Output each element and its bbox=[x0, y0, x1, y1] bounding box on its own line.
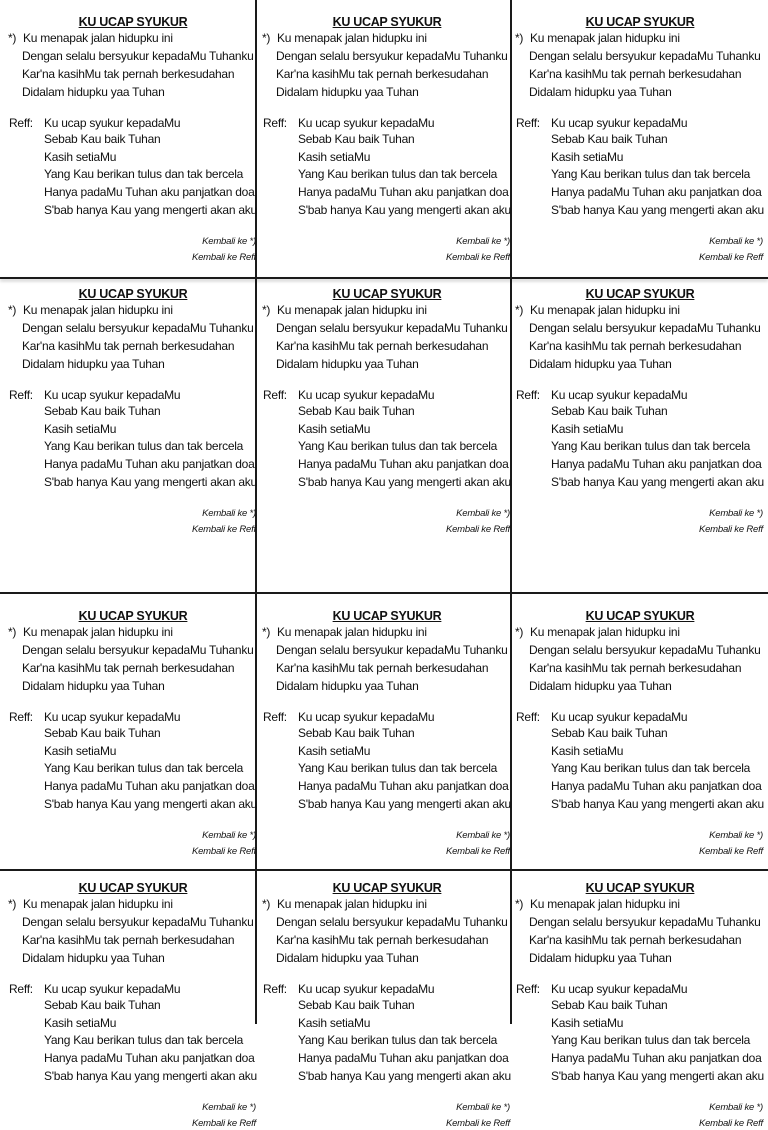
reff-line: Sebab Kau baik Tuhan bbox=[44, 404, 161, 418]
reff-line: Kasih setiaMu bbox=[298, 744, 371, 758]
reff-line: Sebab Kau baik Tuhan bbox=[298, 132, 415, 146]
verse-marker: *) bbox=[515, 625, 524, 639]
reff-line: S'bab hanya Kau yang mengerti akan aku bbox=[551, 203, 764, 217]
verse-line: Dengan selalu bersyukur kepadaMu Tuhanku bbox=[529, 643, 761, 657]
verse-line: Kar'na kasihMu tak pernah berkesudahan bbox=[276, 661, 489, 675]
reff-line: Kasih setiaMu bbox=[44, 150, 117, 164]
song-title: KU UCAP SYUKUR bbox=[585, 881, 695, 895]
repeat-note: Kembali ke *) bbox=[709, 508, 763, 519]
reff-line: S'bab hanya Kau yang mengerti akan aku bbox=[551, 1069, 764, 1083]
reff-line: Hanya padaMu Tuhan aku panjatkan doa bbox=[551, 779, 762, 793]
reff-line: Yang Kau berikan tulus dan tak bercela bbox=[551, 167, 751, 181]
reff-line: S'bab hanya Kau yang mengerti akan aku bbox=[298, 203, 511, 217]
reff-line: Ku ucap syukur kepadaMu bbox=[298, 710, 435, 724]
verse-line: Kar'na kasihMu tak pernah berkesudahan bbox=[22, 933, 235, 947]
verse-line: Ku menapak jalan hidupku ini bbox=[530, 303, 680, 317]
song-card bbox=[262, 286, 512, 546]
verse-line: Dengan selalu bersyukur kepadaMu Tuhanku bbox=[276, 643, 508, 657]
song-card bbox=[515, 880, 765, 1129]
verse-line: Didalam hidupku yaa Tuhan bbox=[276, 951, 419, 965]
verse-line: Didalam hidupku yaa Tuhan bbox=[276, 85, 419, 99]
reff-label: Reff: bbox=[263, 982, 287, 996]
repeat-note: Kembali ke *) bbox=[202, 236, 256, 247]
reff-line: Sebab Kau baik Tuhan bbox=[44, 132, 161, 146]
verse-line: Kar'na kasihMu tak pernah berkesudahan bbox=[22, 339, 235, 353]
reff-line: Yang Kau berikan tulus dan tak bercela bbox=[44, 439, 244, 453]
verse-line: Dengan selalu bersyukur kepadaMu Tuhanku bbox=[22, 49, 254, 63]
verse-line: Ku menapak jalan hidupku ini bbox=[23, 897, 173, 911]
reff-label: Reff: bbox=[263, 116, 287, 130]
verse-marker: *) bbox=[8, 625, 17, 639]
reff-line: Sebab Kau baik Tuhan bbox=[298, 998, 415, 1012]
reff-line: Ku ucap syukur kepadaMu bbox=[551, 116, 688, 130]
row-divider bbox=[0, 277, 768, 279]
verse-line: Kar'na kasihMu tak pernah berkesudahan bbox=[529, 67, 742, 81]
reff-line: Yang Kau berikan tulus dan tak bercela bbox=[44, 761, 244, 775]
reff-line: Hanya padaMu Tuhan aku panjatkan doa bbox=[298, 185, 509, 199]
repeat-note: Kembali ke Reff bbox=[698, 1118, 763, 1129]
reff-label: Reff: bbox=[9, 710, 33, 724]
verse-line: Ku menapak jalan hidupku ini bbox=[277, 897, 427, 911]
row-divider bbox=[0, 869, 768, 871]
reff-label: Reff: bbox=[263, 388, 287, 402]
repeat-note: Kembali ke *) bbox=[202, 830, 256, 841]
verse-line: Didalam hidupku yaa Tuhan bbox=[22, 357, 165, 371]
song-title: KU UCAP SYUKUR bbox=[332, 881, 442, 895]
reff-line: S'bab hanya Kau yang mengerti akan aku bbox=[44, 797, 257, 811]
verse-line: Didalam hidupku yaa Tuhan bbox=[529, 85, 672, 99]
reff-line: Kasih setiaMu bbox=[44, 1016, 117, 1030]
repeat-note: Kembali ke Reff bbox=[445, 524, 510, 535]
reff-line: Kasih setiaMu bbox=[44, 422, 117, 436]
song-card bbox=[515, 608, 765, 868]
verse-marker: *) bbox=[262, 897, 271, 911]
repeat-note: Kembali ke Reff bbox=[191, 252, 256, 263]
reff-line: Kasih setiaMu bbox=[551, 1016, 624, 1030]
song-title: KU UCAP SYUKUR bbox=[332, 609, 442, 623]
verse-marker: *) bbox=[515, 31, 524, 45]
verse-line: Ku menapak jalan hidupku ini bbox=[23, 303, 173, 317]
verse-marker: *) bbox=[262, 625, 271, 639]
repeat-note: Kembali ke Reff bbox=[191, 1118, 256, 1129]
verse-line: Dengan selalu bersyukur kepadaMu Tuhanku bbox=[276, 321, 508, 335]
repeat-note: Kembali ke Reff bbox=[698, 524, 763, 535]
reff-line: Hanya padaMu Tuhan aku panjatkan doa bbox=[551, 457, 762, 471]
repeat-note: Kembali ke *) bbox=[456, 830, 510, 841]
reff-label: Reff: bbox=[9, 982, 33, 996]
reff-line: Ku ucap syukur kepadaMu bbox=[44, 982, 181, 996]
verse-line: Ku menapak jalan hidupku ini bbox=[530, 625, 680, 639]
song-title: KU UCAP SYUKUR bbox=[332, 15, 442, 29]
repeat-note: Kembali ke Reff bbox=[191, 524, 256, 535]
reff-line: Hanya padaMu Tuhan aku panjatkan doa bbox=[551, 185, 762, 199]
reff-line: Yang Kau berikan tulus dan tak bercela bbox=[298, 439, 498, 453]
verse-line: Ku menapak jalan hidupku ini bbox=[277, 303, 427, 317]
reff-line: Ku ucap syukur kepadaMu bbox=[298, 116, 435, 130]
song-title: KU UCAP SYUKUR bbox=[78, 15, 188, 29]
reff-line: Hanya padaMu Tuhan aku panjatkan doa bbox=[44, 779, 255, 793]
verse-line: Dengan selalu bersyukur kepadaMu Tuhanku bbox=[276, 915, 508, 929]
reff-label: Reff: bbox=[9, 388, 33, 402]
reff-line: Yang Kau berikan tulus dan tak bercela bbox=[44, 167, 244, 181]
reff-line: Hanya padaMu Tuhan aku panjatkan doa bbox=[298, 457, 509, 471]
verse-marker: *) bbox=[8, 31, 17, 45]
verse-marker: *) bbox=[515, 303, 524, 317]
reff-line: Sebab Kau baik Tuhan bbox=[551, 726, 668, 740]
reff-line: S'bab hanya Kau yang mengerti akan aku bbox=[551, 797, 764, 811]
reff-line: Kasih setiaMu bbox=[551, 422, 624, 436]
reff-line: Hanya padaMu Tuhan aku panjatkan doa bbox=[298, 1051, 509, 1065]
song-card bbox=[262, 14, 512, 274]
verse-marker: *) bbox=[8, 303, 17, 317]
reff-line: Hanya padaMu Tuhan aku panjatkan doa bbox=[551, 1051, 762, 1065]
reff-line: S'bab hanya Kau yang mengerti akan aku bbox=[44, 475, 257, 489]
verse-line: Didalam hidupku yaa Tuhan bbox=[276, 357, 419, 371]
reff-line: Sebab Kau baik Tuhan bbox=[44, 998, 161, 1012]
reff-line: Kasih setiaMu bbox=[44, 744, 117, 758]
verse-line: Kar'na kasihMu tak pernah berkesudahan bbox=[529, 661, 742, 675]
repeat-note: Kembali ke Reff bbox=[445, 846, 510, 857]
repeat-note: Kembali ke *) bbox=[709, 236, 763, 247]
reff-line: Ku ucap syukur kepadaMu bbox=[298, 388, 435, 402]
reff-line: Sebab Kau baik Tuhan bbox=[551, 132, 668, 146]
reff-label: Reff: bbox=[9, 116, 33, 130]
verse-line: Kar'na kasihMu tak pernah berkesudahan bbox=[22, 67, 235, 81]
verse-line: Dengan selalu bersyukur kepadaMu Tuhanku bbox=[529, 49, 761, 63]
verse-line: Ku menapak jalan hidupku ini bbox=[23, 31, 173, 45]
row-divider bbox=[0, 592, 768, 594]
song-title: KU UCAP SYUKUR bbox=[332, 287, 442, 301]
reff-line: Ku ucap syukur kepadaMu bbox=[298, 982, 435, 996]
reff-line: S'bab hanya Kau yang mengerti akan aku bbox=[44, 203, 257, 217]
verse-line: Didalam hidupku yaa Tuhan bbox=[529, 357, 672, 371]
repeat-note: Kembali ke Reff bbox=[698, 252, 763, 263]
reff-line: Yang Kau berikan tulus dan tak bercela bbox=[298, 761, 498, 775]
repeat-note: Kembali ke *) bbox=[456, 236, 510, 247]
repeat-note: Kembali ke *) bbox=[456, 1102, 510, 1113]
song-card bbox=[262, 880, 512, 1129]
verse-line: Kar'na kasihMu tak pernah berkesudahan bbox=[529, 339, 742, 353]
reff-line: Yang Kau berikan tulus dan tak bercela bbox=[298, 1033, 498, 1047]
reff-line: Ku ucap syukur kepadaMu bbox=[44, 388, 181, 402]
reff-line: Yang Kau berikan tulus dan tak bercela bbox=[298, 167, 498, 181]
song-card bbox=[8, 880, 258, 1129]
reff-line: S'bab hanya Kau yang mengerti akan aku bbox=[298, 1069, 511, 1083]
reff-label: Reff: bbox=[516, 388, 540, 402]
verse-line: Didalam hidupku yaa Tuhan bbox=[276, 679, 419, 693]
song-title: KU UCAP SYUKUR bbox=[585, 609, 695, 623]
verse-marker: *) bbox=[515, 897, 524, 911]
reff-label: Reff: bbox=[516, 982, 540, 996]
verse-line: Didalam hidupku yaa Tuhan bbox=[22, 85, 165, 99]
repeat-note: Kembali ke Reff bbox=[445, 1118, 510, 1129]
verse-marker: *) bbox=[262, 303, 271, 317]
reff-line: Hanya padaMu Tuhan aku panjatkan doa bbox=[44, 185, 255, 199]
verse-line: Dengan selalu bersyukur kepadaMu Tuhanku bbox=[22, 915, 254, 929]
song-title: KU UCAP SYUKUR bbox=[78, 287, 188, 301]
verse-line: Dengan selalu bersyukur kepadaMu Tuhanku bbox=[22, 643, 254, 657]
verse-line: Didalam hidupku yaa Tuhan bbox=[529, 951, 672, 965]
verse-line: Dengan selalu bersyukur kepadaMu Tuhanku bbox=[22, 321, 254, 335]
reff-line: Yang Kau berikan tulus dan tak bercela bbox=[44, 1033, 244, 1047]
reff-line: Ku ucap syukur kepadaMu bbox=[44, 710, 181, 724]
reff-line: Sebab Kau baik Tuhan bbox=[298, 404, 415, 418]
verse-line: Didalam hidupku yaa Tuhan bbox=[22, 951, 165, 965]
reff-line: Hanya padaMu Tuhan aku panjatkan doa bbox=[44, 457, 255, 471]
song-card bbox=[262, 608, 512, 868]
verse-line: Didalam hidupku yaa Tuhan bbox=[22, 679, 165, 693]
song-card bbox=[515, 286, 765, 546]
repeat-note: Kembali ke Reff bbox=[445, 252, 510, 263]
song-title: KU UCAP SYUKUR bbox=[78, 881, 188, 895]
repeat-note: Kembali ke *) bbox=[456, 508, 510, 519]
reff-line: Ku ucap syukur kepadaMu bbox=[551, 388, 688, 402]
song-card bbox=[515, 14, 765, 274]
repeat-note: Kembali ke *) bbox=[202, 1102, 256, 1113]
reff-label: Reff: bbox=[516, 710, 540, 724]
reff-line: Sebab Kau baik Tuhan bbox=[551, 998, 668, 1012]
song-title: KU UCAP SYUKUR bbox=[585, 287, 695, 301]
verse-marker: *) bbox=[262, 31, 271, 45]
verse-line: Ku menapak jalan hidupku ini bbox=[23, 625, 173, 639]
verse-line: Ku menapak jalan hidupku ini bbox=[530, 897, 680, 911]
reff-line: Hanya padaMu Tuhan aku panjatkan doa bbox=[44, 1051, 255, 1065]
verse-line: Kar'na kasihMu tak pernah berkesudahan bbox=[276, 933, 489, 947]
verse-line: Didalam hidupku yaa Tuhan bbox=[529, 679, 672, 693]
repeat-note: Kembali ke *) bbox=[709, 830, 763, 841]
reff-line: Ku ucap syukur kepadaMu bbox=[551, 710, 688, 724]
verse-line: Kar'na kasihMu tak pernah berkesudahan bbox=[529, 933, 742, 947]
verse-marker: *) bbox=[8, 897, 17, 911]
verse-line: Ku menapak jalan hidupku ini bbox=[277, 625, 427, 639]
reff-line: S'bab hanya Kau yang mengerti akan aku bbox=[298, 797, 511, 811]
verse-line: Dengan selalu bersyukur kepadaMu Tuhanku bbox=[276, 49, 508, 63]
verse-line: Ku menapak jalan hidupku ini bbox=[277, 31, 427, 45]
reff-line: Kasih setiaMu bbox=[298, 1016, 371, 1030]
verse-line: Kar'na kasihMu tak pernah berkesudahan bbox=[276, 67, 489, 81]
reff-label: Reff: bbox=[516, 116, 540, 130]
reff-line: Ku ucap syukur kepadaMu bbox=[551, 982, 688, 996]
verse-line: Kar'na kasihMu tak pernah berkesudahan bbox=[22, 661, 235, 675]
reff-line: Yang Kau berikan tulus dan tak bercela bbox=[551, 1033, 751, 1047]
reff-line: S'bab hanya Kau yang mengerti akan aku bbox=[551, 475, 764, 489]
song-card bbox=[8, 286, 258, 546]
verse-line: Dengan selalu bersyukur kepadaMu Tuhanku bbox=[529, 321, 761, 335]
reff-line: Kasih setiaMu bbox=[551, 150, 624, 164]
song-title: KU UCAP SYUKUR bbox=[78, 609, 188, 623]
reff-line: S'bab hanya Kau yang mengerti akan aku bbox=[298, 475, 511, 489]
repeat-note: Kembali ke *) bbox=[202, 508, 256, 519]
repeat-note: Kembali ke Reff bbox=[191, 846, 256, 857]
reff-line: Ku ucap syukur kepadaMu bbox=[44, 116, 181, 130]
repeat-note: Kembali ke *) bbox=[709, 1102, 763, 1113]
song-card bbox=[8, 14, 258, 274]
verse-line: Ku menapak jalan hidupku ini bbox=[530, 31, 680, 45]
reff-label: Reff: bbox=[263, 710, 287, 724]
reff-line: Yang Kau berikan tulus dan tak bercela bbox=[551, 761, 751, 775]
reff-line: Sebab Kau baik Tuhan bbox=[44, 726, 161, 740]
song-card bbox=[8, 608, 258, 868]
reff-line: Kasih setiaMu bbox=[551, 744, 624, 758]
reff-line: Kasih setiaMu bbox=[298, 422, 371, 436]
reff-line: S'bab hanya Kau yang mengerti akan aku bbox=[44, 1069, 257, 1083]
reff-line: Sebab Kau baik Tuhan bbox=[298, 726, 415, 740]
repeat-note: Kembali ke Reff bbox=[698, 846, 763, 857]
reff-line: Hanya padaMu Tuhan aku panjatkan doa bbox=[298, 779, 509, 793]
reff-line: Kasih setiaMu bbox=[298, 150, 371, 164]
verse-line: Dengan selalu bersyukur kepadaMu Tuhanku bbox=[529, 915, 761, 929]
verse-line: Kar'na kasihMu tak pernah berkesudahan bbox=[276, 339, 489, 353]
reff-line: Sebab Kau baik Tuhan bbox=[551, 404, 668, 418]
song-title: KU UCAP SYUKUR bbox=[585, 15, 695, 29]
reff-line: Yang Kau berikan tulus dan tak bercela bbox=[551, 439, 751, 453]
